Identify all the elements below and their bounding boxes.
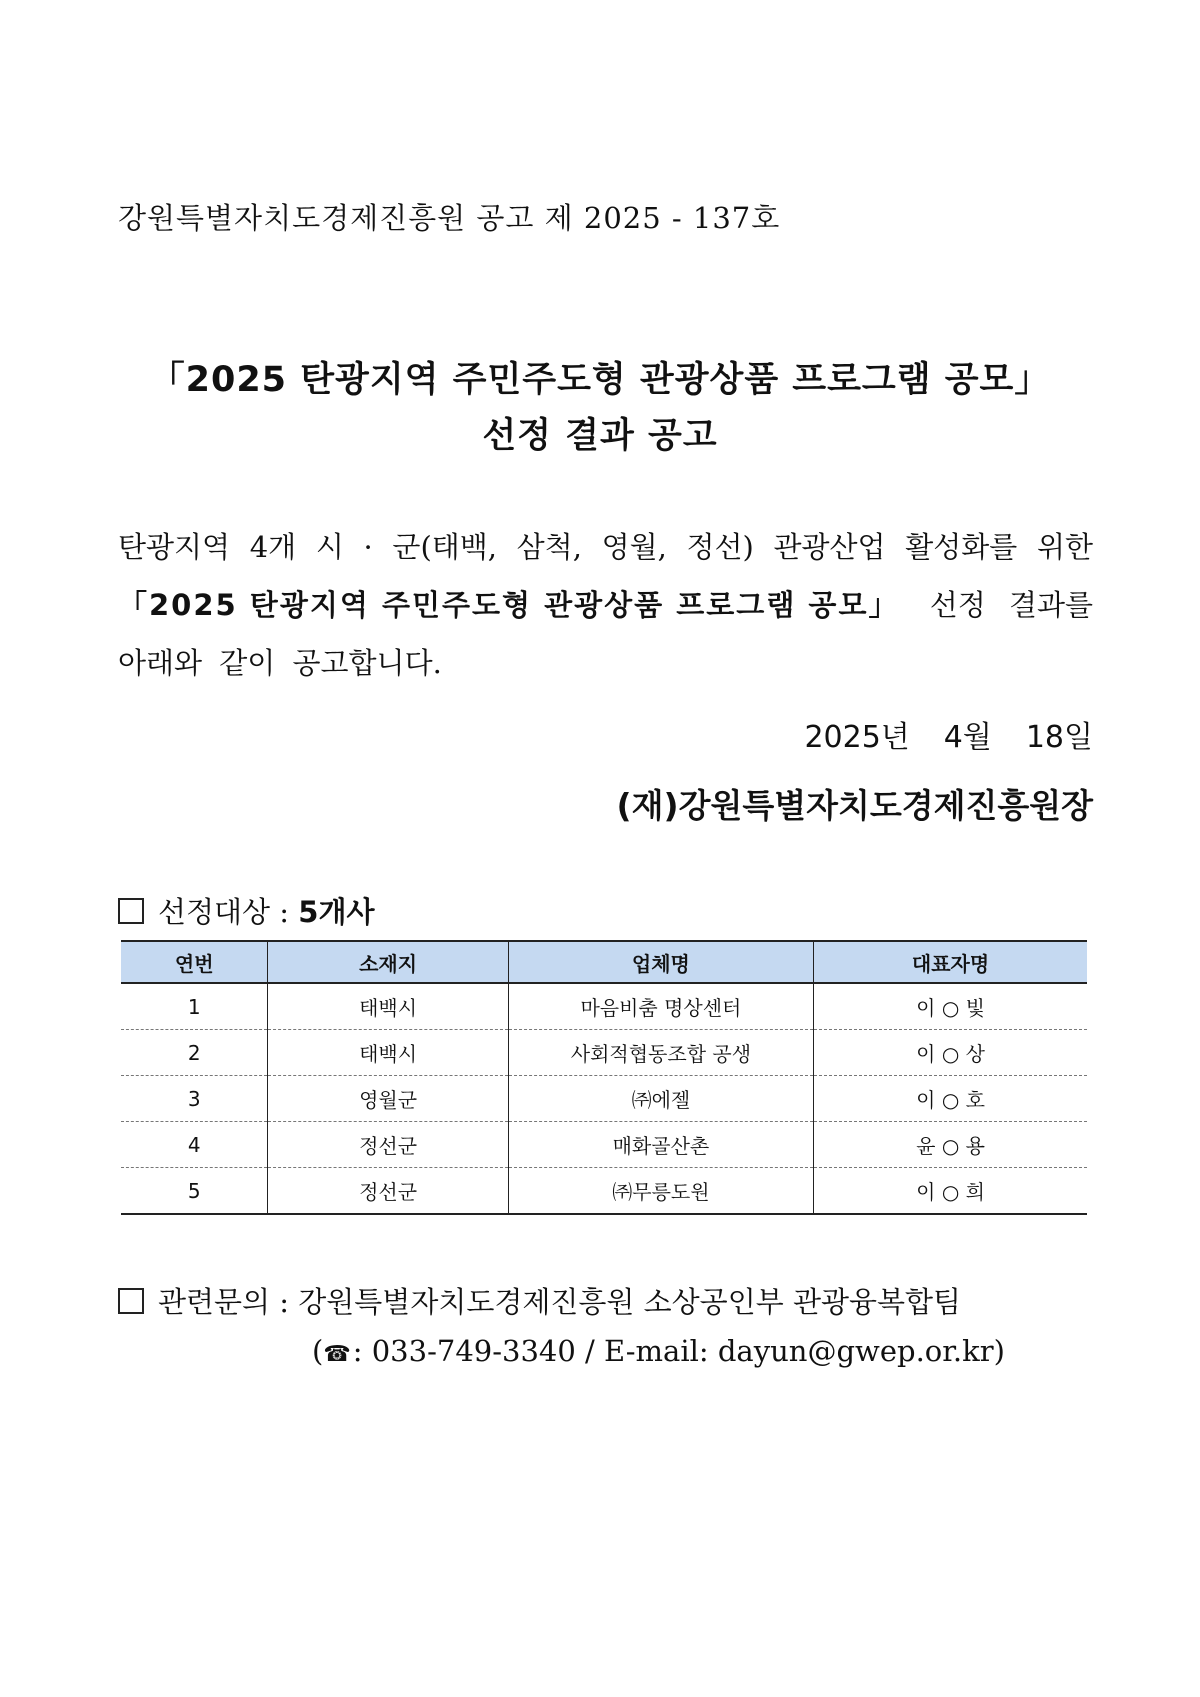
cell-representative: 윤 ○ 용 — [814, 1122, 1087, 1168]
intro-line-2 — [118, 576, 1093, 634]
intro-line-2-rest: 선정 결과를 — [929, 588, 1093, 622]
cell-company: ㈜에젤 — [508, 1076, 813, 1122]
inquiry-line — [118, 1280, 961, 1321]
cell-location: 정선군 — [268, 1168, 508, 1215]
cell-company: 사회적협동조합 공생 — [508, 1030, 813, 1076]
table-row — [121, 983, 1087, 1030]
selection-count: 5개사 — [298, 895, 375, 929]
cell-company: ㈜무릉도원 — [508, 1168, 813, 1215]
cell-representative: 이 ○ 빛 — [814, 983, 1087, 1030]
cell-location: 태백시 — [268, 983, 508, 1030]
document-title — [0, 352, 1200, 464]
cell-number: 2 — [121, 1030, 268, 1076]
title-line-1: 「2025 탄광지역 주민주도형 관광상품 프로그램 공모」 — [149, 360, 1051, 400]
date-month: 4월 — [943, 720, 992, 755]
issuer-name: (재)강원특별자치도경제진흥원장 — [616, 786, 1093, 825]
intro-paragraph — [118, 518, 1093, 692]
notice-number: 강원특별자치도경제진흥원 공고 제 2025 - 137호 — [118, 201, 781, 235]
cell-number: 3 — [121, 1076, 268, 1122]
contact-line: (☎: 033-749-3340 / E-mail: dayun@gwep.or.kr) — [312, 1334, 1005, 1368]
table-row — [121, 1168, 1087, 1215]
cell-representative: 이 ○ 상 — [814, 1030, 1087, 1076]
header-representative: 대표자명 — [814, 941, 1087, 983]
table-row — [121, 1076, 1087, 1122]
selection-label: 선정대상 : — [158, 895, 290, 929]
cell-number: 1 — [121, 983, 268, 1030]
intro-line-1: 탄광지역 4개 시 · 군(태백, 삼척, 영월, 정선) 관광산업 활성화를 위한 — [118, 530, 1093, 564]
cell-company: 마음비춤 명상센터 — [508, 983, 813, 1030]
cell-company: 매화골산촌 — [508, 1122, 813, 1168]
table-header-row — [121, 941, 1087, 983]
checkbox-square-icon — [118, 898, 144, 924]
inquiry-department: 강원특별자치도경제진흥원 소상공인부 관광융복합팀 — [298, 1285, 962, 1319]
phone-icon: ☎ — [323, 1342, 351, 1367]
inquiry-label: 관련문의 : — [158, 1285, 290, 1319]
cell-number: 5 — [121, 1168, 268, 1215]
checkbox-square-icon — [118, 1288, 144, 1314]
contact-details: : 033-749-3340 / E-mail: dayun@gwep.or.kr) — [352, 1334, 1005, 1368]
header-number: 연번 — [121, 941, 268, 983]
intro-program-name: 「2025 탄광지역 주민주도형 관광상품 프로그램 공모」 — [118, 588, 900, 622]
cell-number: 4 — [121, 1122, 268, 1168]
table-row — [121, 1030, 1087, 1076]
cell-location: 영월군 — [268, 1076, 508, 1122]
selection-heading — [118, 890, 374, 931]
date-day: 18일 — [1025, 720, 1093, 755]
selection-result-table — [121, 940, 1087, 1215]
cell-location: 정선군 — [268, 1122, 508, 1168]
header-company: 업체명 — [508, 941, 813, 983]
date-year: 2025년 — [804, 720, 910, 755]
header-location: 소재지 — [268, 941, 508, 983]
table-row — [121, 1122, 1087, 1168]
title-line-2: 선정 결과 공고 — [482, 416, 718, 456]
cell-location: 태백시 — [268, 1030, 508, 1076]
cell-representative: 이 ○ 호 — [814, 1076, 1087, 1122]
cell-representative: 이 ○ 희 — [814, 1168, 1087, 1215]
intro-line-3: 아래와 같이 공고합니다. — [118, 646, 442, 680]
notice-date — [804, 712, 1093, 756]
